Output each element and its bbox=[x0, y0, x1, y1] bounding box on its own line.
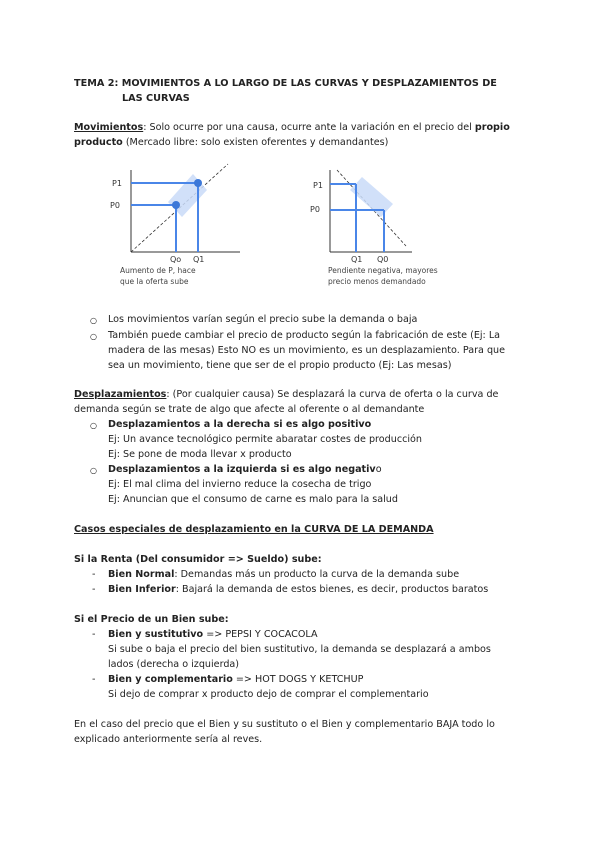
dash-icon: - bbox=[92, 674, 96, 685]
complementario-text: => HOT DOGS Y KETCHUP bbox=[232, 674, 364, 685]
bien-inferior-line bbox=[108, 582, 488, 597]
movimientos-heading: Movimientos bbox=[74, 122, 144, 133]
bullet-icon: ○ bbox=[90, 466, 97, 475]
supply-graph bbox=[110, 164, 240, 286]
casos-heading: Casos especiales de desplazamiento en la CURVA DE LA DEMANDA bbox=[74, 524, 434, 535]
movement-graphs bbox=[0, 160, 600, 300]
dash-icon: - bbox=[92, 584, 96, 595]
bullet-2-line-2: madera de las mesas) Esto NO es un movimiento, es un desplazamiento. Para que bbox=[108, 345, 506, 356]
supply-caption-1: Aumento de P, hace bbox=[120, 266, 196, 275]
left-shift-example-1: Ej: El mal clima del invierno reduce la cosecha de trigo bbox=[108, 479, 372, 490]
demand-q1-label: Q1 bbox=[351, 255, 363, 264]
movimientos-line-1 bbox=[74, 120, 510, 135]
movimientos-intro-a: : Solo ocurre por una causa, ocurre ante la variación en el precio del bbox=[143, 122, 475, 133]
sustitutivo-line-3: lados (derecha o izquierda) bbox=[108, 659, 240, 670]
dash-icon: - bbox=[92, 569, 96, 580]
sustitutivo-line bbox=[108, 627, 318, 642]
supply-point-1 bbox=[194, 179, 202, 187]
dash-icon: - bbox=[92, 629, 96, 640]
title-line-2: LAS CURVAS bbox=[122, 93, 190, 104]
desplazamientos-intro-2: demanda según se trate de algo que afecte al oferente o al demandante bbox=[74, 404, 425, 415]
desplazamientos-intro-1: : (Por cualquier causa) Se desplazará la curva de oferta o la curva de bbox=[166, 389, 499, 400]
movimientos-line-2 bbox=[74, 135, 388, 150]
right-shift-example-2: Ej: Se pone de moda llevar x producto bbox=[108, 449, 292, 460]
movimientos-intro-d: (Mercado libre: solo existen oferentes y demandantes) bbox=[122, 137, 389, 148]
title-line-1: TEMA 2: MOVIMIENTOS A LO LARGO DE LAS CURVAS Y DESPLAZAMIENTOS DE bbox=[74, 78, 497, 89]
left-shift-example-2: Ej: Anuncian que el consumo de carne es malo para la salud bbox=[108, 494, 398, 505]
supply-p1-label: P1 bbox=[112, 179, 122, 188]
sustitutivo-text: => PEPSI Y COCACOLA bbox=[203, 629, 318, 640]
movimientos-intro-c: producto bbox=[74, 137, 123, 148]
desplazamientos-heading: Desplazamientos bbox=[74, 389, 167, 400]
right-shift-heading: Desplazamientos a la derecha si es algo positivo bbox=[108, 419, 372, 430]
renta-heading: Si la Renta (Del consumidor => Sueldo) sube: bbox=[74, 554, 322, 565]
demand-p0-label: P0 bbox=[310, 205, 320, 214]
complementario-line-2: Si dejo de comprar x producto dejo de comprar el complementario bbox=[108, 689, 429, 700]
demand-caption-1: Pendiente negativa, mayores bbox=[328, 266, 438, 275]
supply-p0-label: P0 bbox=[110, 201, 120, 210]
bullet-icon: ○ bbox=[90, 332, 97, 341]
sustitutivo-line-2: Si sube o baja el precio del bien sustitutivo, la demanda se desplazará a ambos bbox=[108, 644, 491, 655]
closing-line-1: En el caso del precio que el Bien y su sustituto o el Bien y complementario BAJA todo lo bbox=[74, 719, 495, 730]
supply-movement-band bbox=[168, 174, 207, 217]
demand-q0-label: Q0 bbox=[377, 255, 389, 264]
desplazamientos-line-1 bbox=[74, 387, 498, 402]
bullet-2-line-1: También puede cambiar el precio de producto según la fabricación de este (Ej: La bbox=[108, 330, 501, 341]
complementario-line bbox=[108, 672, 363, 687]
bien-inferior-text: : Bajará la demanda de estos bienes, es decir, productos baratos bbox=[175, 584, 489, 595]
bien-normal-line bbox=[108, 567, 459, 582]
closing-line-2: explicado anteriormente sería al reves. bbox=[74, 734, 263, 745]
supply-q1-label: Q1 bbox=[193, 255, 205, 264]
demand-caption-2: precio menos demandado bbox=[328, 277, 426, 286]
bullet-1-text: Los movimientos varían según el precio sube la demanda o baja bbox=[108, 314, 418, 325]
demand-p1-label: P1 bbox=[313, 181, 323, 190]
bullet-icon: ○ bbox=[90, 421, 97, 430]
right-shift-example-1: Ej: Un avance tecnológico permite abaratar costes de producción bbox=[108, 434, 422, 445]
complementario-label: Bien y complementario bbox=[108, 674, 233, 685]
bien-normal-text: : Demandas más un producto la curva de la demanda sube bbox=[174, 569, 460, 580]
supply-caption-2: que la oferta sube bbox=[120, 277, 189, 286]
left-shift-heading: Desplazamientos a la izquierda si es algo negativ bbox=[108, 464, 376, 475]
sustitutivo-label: Bien y sustitutivo bbox=[108, 629, 204, 640]
precio-heading: Si el Precio de un Bien sube: bbox=[74, 614, 229, 625]
left-shift-line bbox=[108, 462, 382, 477]
bien-inferior-label: Bien Inferior bbox=[108, 584, 176, 595]
left-shift-tail: o bbox=[375, 464, 382, 475]
supply-point-0 bbox=[172, 201, 180, 209]
movimientos-intro-b: propio bbox=[474, 122, 510, 133]
supply-q0-label: Qo bbox=[170, 255, 182, 264]
bien-normal-label: Bien Normal bbox=[108, 569, 175, 580]
demand-graph bbox=[310, 170, 438, 286]
bullet-icon: ○ bbox=[90, 316, 97, 325]
bullet-2-line-3: sea un movimiento, tiene que ser de el propio producto (Ej: Las mesas) bbox=[108, 360, 452, 371]
